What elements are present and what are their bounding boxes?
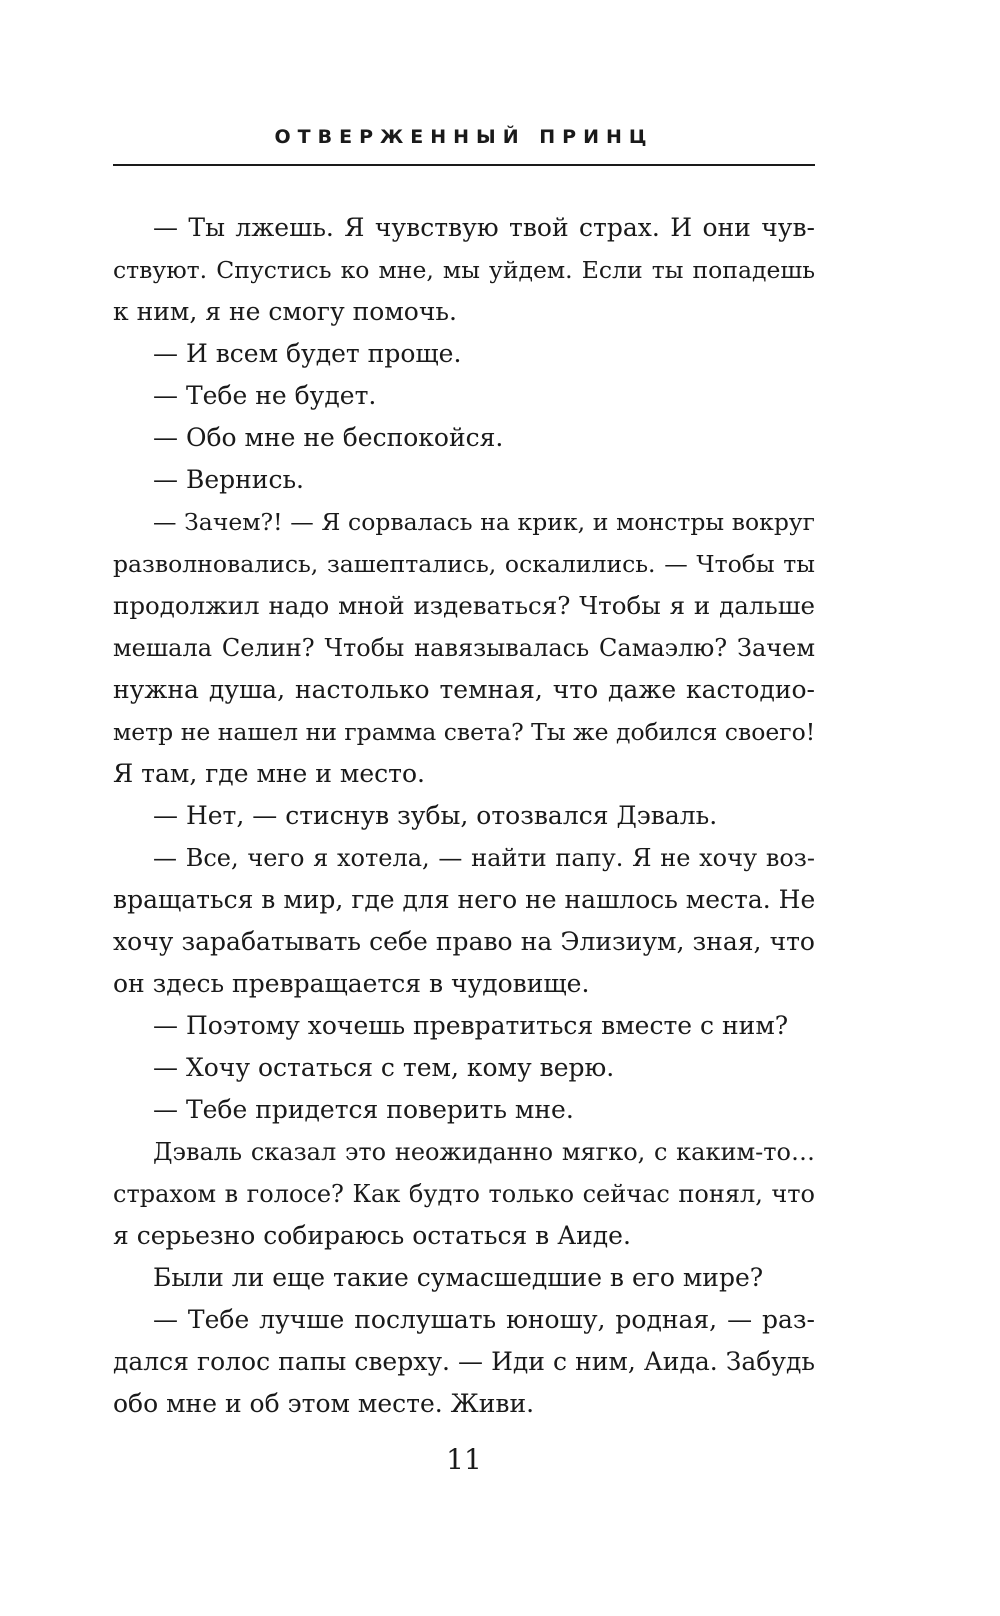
text-line: — Ты лжешь. Я чувствую твой страх. И они чув- [153,213,815,242]
text-line: обо мне и об этом месте. Живи. [113,1389,535,1418]
text-line: — Тебе не будет. [153,381,377,410]
text-line: я серьезно собираюсь остаться в Аиде. [113,1221,631,1250]
running-title: ОТВЕРЖЕННЫЙ ПРИНЦ [274,126,654,148]
text-line: — Обо мне не беспокойся. [153,423,504,452]
text-line: разволновались, зашептались, оскалились. — Чтобы ты [113,550,815,578]
body-text [113,207,815,1425]
text-line: — Нет, — стиснув зубы, отозвался Дэваль. [153,801,718,830]
text-line: продолжил надо мной издеваться? Чтобы я и дальше [113,591,815,620]
text-line: Я там, где мне и место. [113,759,425,788]
text-line: — Зачем?! — Я сорвалась на крик, и монстры вокруг [153,508,815,536]
text-line: метр не нашел ни грамма света? Ты же добился своего! [113,718,816,746]
text-line: — Хочу остаться с тем, кому верю. [153,1053,615,1082]
text-line: к ним, я не смогу помочь. [113,297,457,326]
page-number: 11 [446,1443,482,1476]
text-line: Были ли еще такие сумасшедшие в его мире? [153,1263,764,1292]
text-line: хочу зарабатывать себе право на Элизиум, зная, что [113,927,815,956]
text-line: — И всем будет проще. [153,339,462,368]
text-line: страхом в голосе? Как будто только сейчас понял, что [113,1180,815,1208]
text-line: ствуют. Спустись ко мне, мы уйдем. Если ты попадешь [113,256,815,284]
text-line: Дэваль сказал это неожиданно мягко, с каким-то… [153,1138,815,1166]
text-line: он здесь превращается в чудовище. [113,969,590,998]
text-line: мешала Селин? Чтобы навязывалась Самаэлю? Зачем [113,634,815,662]
text-line: — Тебе лучше послушать юношу, родная, — раз- [153,1305,815,1334]
text-line: дался голос папы сверху. — Иди с ним, Аида. Забудь [113,1347,815,1376]
text-line: нужна душа, настолько темная, что даже кастодио- [113,675,815,704]
text-line: — Вернись. [153,465,305,494]
header-rule [113,164,815,166]
text-line: — Все, чего я хотела, — найти папу. Я не хочу воз- [153,844,815,872]
text-line: вращаться в мир, где для него не нашлось места. Не [113,885,816,914]
text-line: — Поэтому хочешь превратиться вместе с ним? [153,1011,789,1040]
text-line: — Тебе придется поверить мне. [153,1095,574,1124]
